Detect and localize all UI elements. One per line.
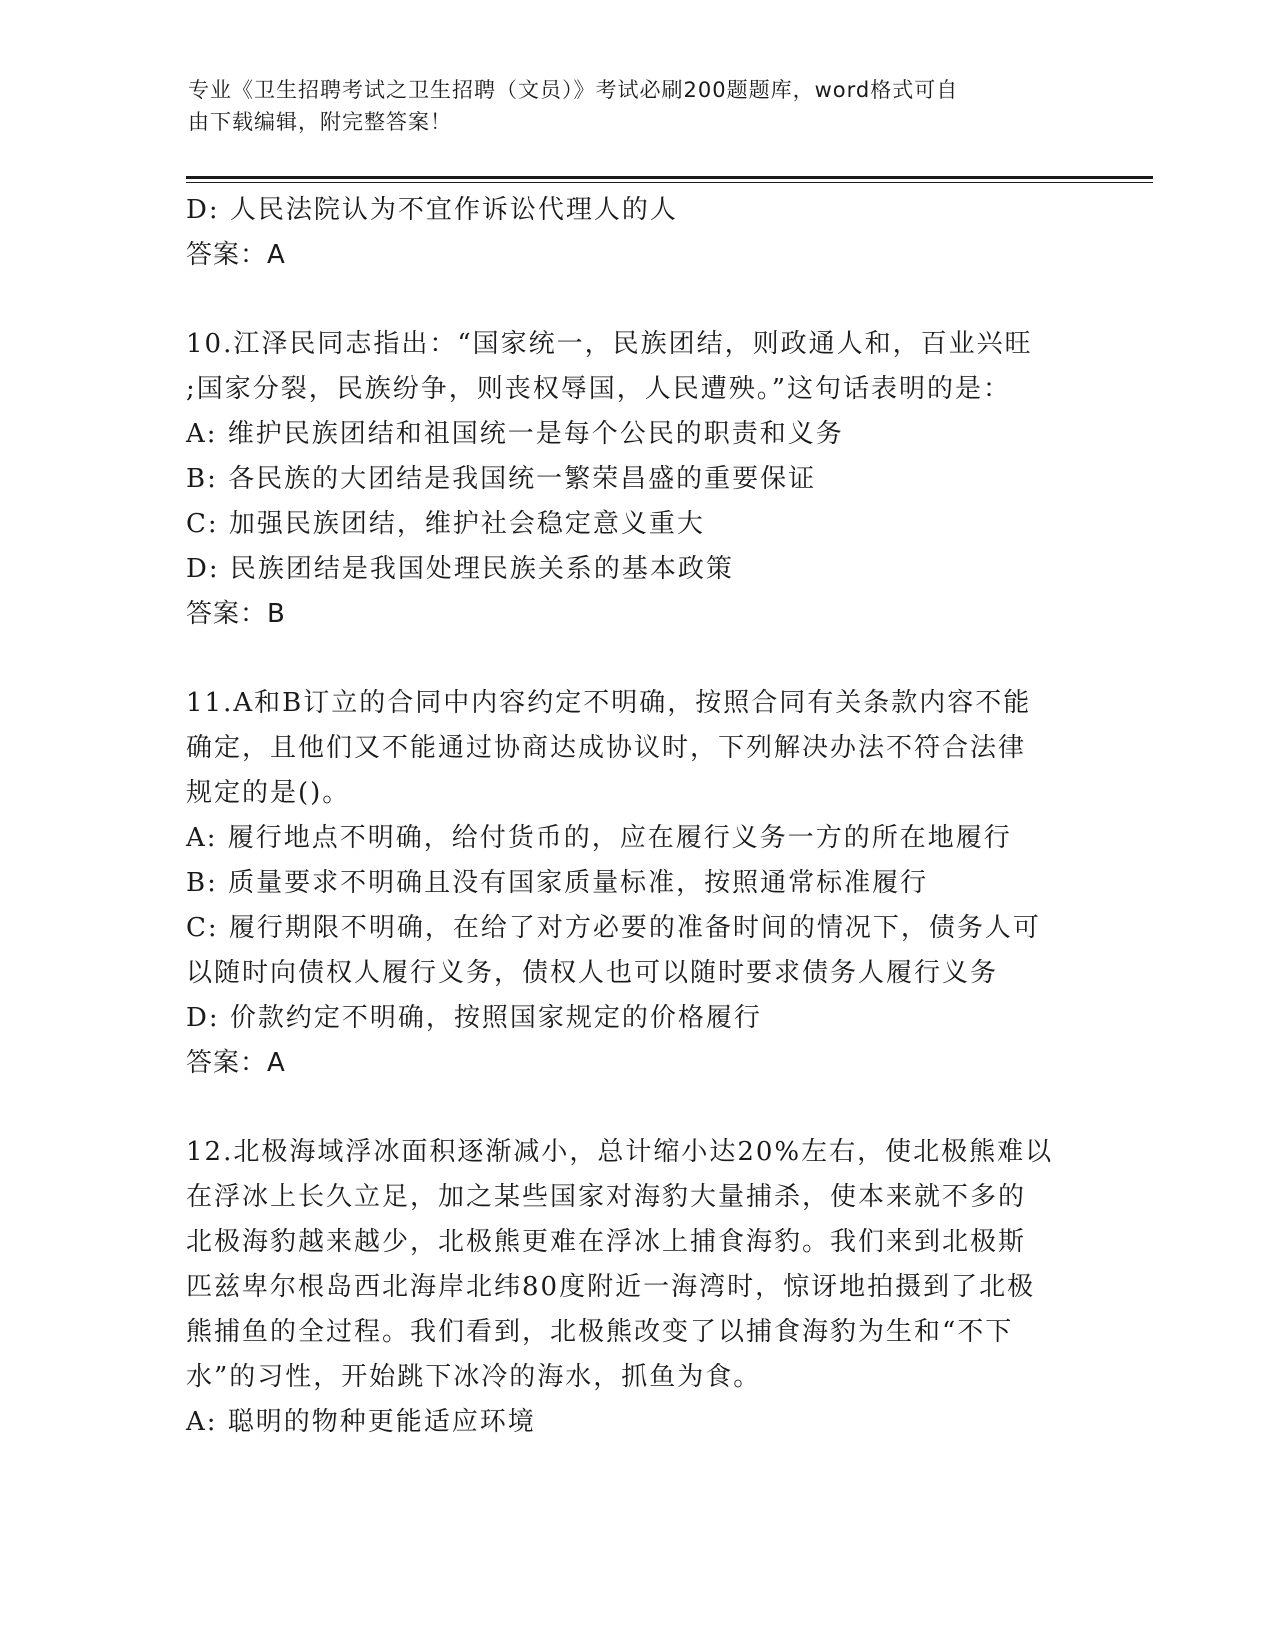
question-stem-line: 在浮冰上长久立足，加之某些国家对海豹大量捕杀，使本来就不多的 xyxy=(186,1182,1027,1212)
answer-line: 答案：B xyxy=(186,599,286,629)
option-a: A: 履行地点不明确，给付货币的，应在履行义务一方的所在地履行 xyxy=(186,823,1012,853)
option-c-continued: 以随时向债权人履行义务，债权人也可以随时要求债务人履行义务 xyxy=(186,958,999,988)
spacer xyxy=(186,278,1086,322)
spacer xyxy=(186,637,1086,681)
option-a: A: 聪明的物种更能适应环境 xyxy=(186,1407,536,1437)
answer-line: 答案：A xyxy=(186,1048,286,1078)
page-header xyxy=(188,74,1068,138)
header-divider-thin xyxy=(186,182,1153,183)
spacer xyxy=(186,1086,1086,1130)
question-stem-line: 规定的是()。 xyxy=(186,778,351,808)
option-b: B: 质量要求不明确且没有国家质量标准，按照通常标准履行 xyxy=(186,868,929,898)
question-stem-line: 熊捕鱼的全过程。我们看到，北极熊改变了以捕食海豹为生和“不下 xyxy=(186,1317,1014,1347)
question-stem-line: 北极海豹越来越少，北极熊更难在浮冰上捕食海豹。我们来到北极斯 xyxy=(186,1227,1027,1257)
question-stem-line: 11.A和B订立的合同中内容约定不明确，按照合同有关条款内容不能 xyxy=(186,688,1032,718)
question-stem-line: 12.北极海域浮冰面积逐渐减小，总计缩小达20%左右，使北极熊难以 xyxy=(186,1137,1054,1167)
question-stem-line: 匹兹卑尔根岛西北海岸北纬80度附近一海湾时，惊讶地拍摄到了北极 xyxy=(186,1272,1036,1302)
question-content xyxy=(186,188,1086,1445)
question-stem-line: 10.江泽民同志指出：“国家统一，民族团结，则政通人和，百业兴旺 xyxy=(186,329,1033,359)
prev-answer: 答案：A xyxy=(186,240,286,270)
option-d: D: 民族团结是我国处理民族关系的基本政策 xyxy=(186,554,734,584)
question-12 xyxy=(186,1130,1086,1445)
option-a: A: 维护民族团结和祖国统一是每个公民的职责和义务 xyxy=(186,419,844,449)
question-stem-line: 确定，且他们又不能通过协商达成协议时，下列解决办法不符合法律 xyxy=(186,733,1027,763)
question-stem-line: 水”的习性，开始跳下冰冷的海水，抓鱼为食。 xyxy=(186,1362,762,1392)
question-stem-line: ;国家分裂，民族纷争，则丧权辱国，人民遭殃。”这句话表明的是： xyxy=(186,374,1012,404)
option-d: D: 价款约定不明确，按照国家规定的价格履行 xyxy=(186,1003,762,1033)
prev-option-d: D: 人民法院认为不宜作诉讼代理人的人 xyxy=(186,195,678,225)
option-c: C: 加强民族团结，维护社会稳定意义重大 xyxy=(186,509,705,539)
header-line-2: 由下载编辑，附完整答案！ xyxy=(188,110,452,134)
question-11 xyxy=(186,681,1086,1086)
option-c: C: 履行期限不明确，在给了对方必要的准备时间的情况下，债务人可 xyxy=(186,913,1041,943)
question-10 xyxy=(186,322,1086,637)
header-divider-thick xyxy=(186,176,1153,179)
header-line-1: 专业《卫生招聘考试之卫生招聘（文员）》考试必刷200题题库，word格式可自 xyxy=(188,78,959,102)
option-b: B: 各民族的大团结是我国统一繁荣昌盛的重要保证 xyxy=(186,464,817,494)
